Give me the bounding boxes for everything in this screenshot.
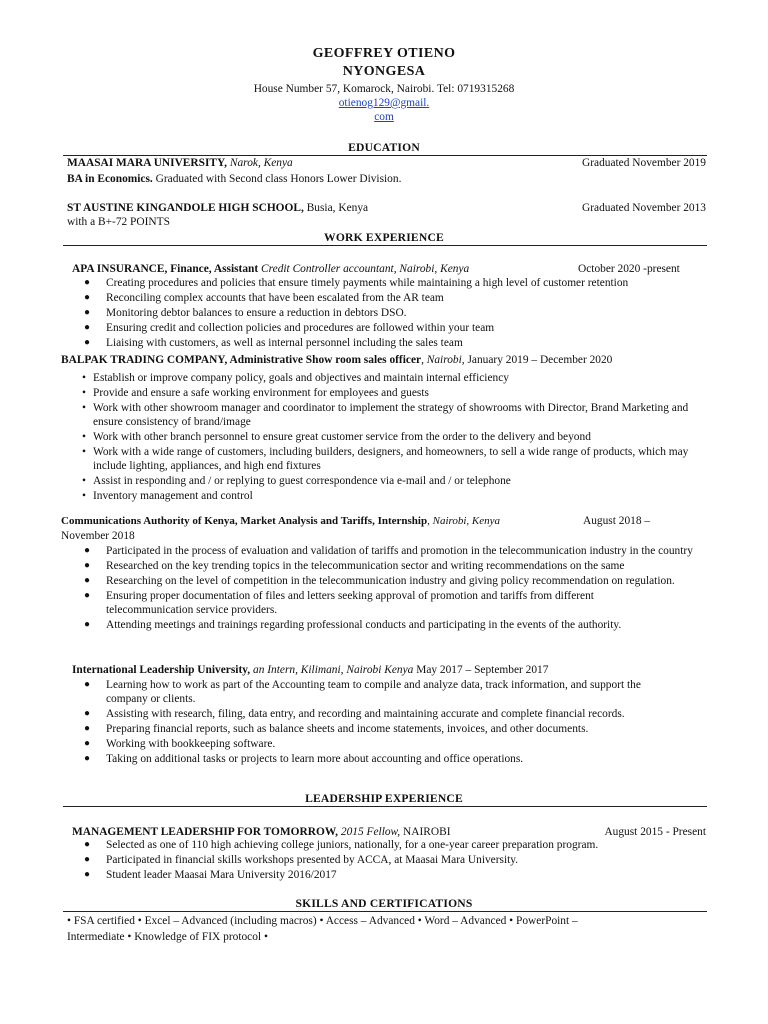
bullet-icon: ● bbox=[84, 545, 91, 556]
list-item: • Establish or improve company policy, goals and objectives and maintain internal efficiency bbox=[82, 372, 509, 384]
mlt-title-role: 2015 Fellow, bbox=[340, 826, 401, 838]
bullet-icon: ● bbox=[84, 337, 91, 348]
balpak-title bbox=[61, 353, 612, 367]
skills-divider bbox=[63, 911, 707, 912]
ca-title bbox=[61, 514, 500, 528]
ca-date-end: November 2018 bbox=[61, 530, 135, 542]
bullet-icon: ● bbox=[84, 723, 91, 734]
list-item: ● Student leader Maasai Mara University 2016/2017 bbox=[84, 869, 337, 881]
degree-title: BA in Economics. bbox=[67, 173, 153, 185]
bullet-icon: ● bbox=[84, 307, 91, 318]
bullet-icon: ● bbox=[84, 708, 91, 719]
list-item: ● Monitoring debtor balances to ensure a reduction in debtors DSO. bbox=[84, 307, 407, 319]
list-item: ● Taking on additional tasks or projects to learn more about accounting and office operations. bbox=[84, 753, 524, 765]
mlt-bullets bbox=[84, 838, 704, 883]
mlt-title-location: NAIROBI bbox=[403, 826, 451, 838]
list-item: • Work with other showroom manager and coordinator to implement the strategy of showrooms with Director, Brand Marketing and ensure consistency of brand/image bbox=[82, 402, 689, 428]
list-item: ● Assisting with research, filing, data entry, and recording and maintaining accurate and complete financial records. bbox=[84, 708, 625, 720]
list-item: • Work with a wide range of customers, including builders, designers, and homeowners, to sell a wide range of products, which may include lighting, appliances, and high end fixtures bbox=[82, 446, 689, 472]
list-item: • Work with other branch personnel to ensure great customer service from the order to the delivery and beyond bbox=[82, 431, 591, 443]
ca-title-location: , Nairobi, Kenya bbox=[427, 515, 501, 527]
skills-line-1: • FSA certified • Excel – Advanced (including macros) • Access – Advanced • Word – Advanced • PowerPoint – bbox=[67, 915, 578, 927]
list-item: ● Working with bookkeeping software. bbox=[84, 738, 276, 750]
bullet-icon: ● bbox=[84, 753, 91, 764]
apa-bullets bbox=[84, 276, 704, 351]
bullet-icon: ● bbox=[84, 560, 91, 571]
balpak-bullets bbox=[82, 371, 702, 504]
bullet-icon: • bbox=[82, 372, 86, 384]
university-location: Narok, Kenya bbox=[229, 157, 293, 169]
ilu-date: May 2017 – September 2017 bbox=[416, 664, 549, 676]
work-heading: WORK EXPERIENCE bbox=[324, 231, 444, 244]
list-item: ● Researched on the key trending topics in the telecommunication sector and writing recommendations on the same bbox=[84, 560, 625, 572]
bullet-icon: ● bbox=[84, 292, 91, 303]
school-line bbox=[67, 201, 368, 215]
bullet-icon: • bbox=[82, 475, 86, 487]
bullet-icon: ● bbox=[84, 679, 91, 690]
university-date: Graduated November 2019 bbox=[582, 157, 706, 169]
name-line-2: NYONGESA bbox=[342, 64, 426, 79]
degree-detail: Graduated with Second class Honors Lower Division. bbox=[155, 173, 402, 185]
list-item: ● Learning how to work as part of the Accounting team to compile and analyze data, track information, and support the company or clients. bbox=[84, 679, 641, 705]
education-heading: EDUCATION bbox=[348, 141, 420, 154]
list-item: ● Ensuring proper documentation of files and letters seeking approval of promotion and tariffs from different telecommunication service providers. bbox=[84, 590, 594, 616]
list-item: ● Participated in the process of evaluation and validation of tariffs and promotion in the telecommunication industry in the country bbox=[84, 545, 693, 557]
apa-title-company: APA INSURANCE, Finance, Assistant bbox=[72, 263, 259, 275]
list-item: ● Ensuring credit and collection policies and procedures are followed within your team bbox=[84, 322, 495, 334]
work-divider bbox=[63, 245, 707, 246]
list-item: • Inventory management and control bbox=[82, 490, 253, 502]
apa-title bbox=[72, 262, 469, 276]
university-name: MAASAI MARA UNIVERSITY, bbox=[67, 157, 228, 169]
list-item: ● Researching on the level of competition in the telecommunication industry and giving policy recommendation on regulation. bbox=[84, 575, 675, 587]
bullet-icon: ● bbox=[84, 839, 91, 850]
bullet-icon: ● bbox=[84, 869, 91, 880]
ca-date-start: August 2018 – bbox=[583, 515, 651, 527]
bullet-icon: • bbox=[82, 387, 86, 399]
mlt-date: August 2015 - Present bbox=[604, 826, 706, 838]
email-link-part2[interactable]: com bbox=[374, 111, 394, 123]
ilu-title bbox=[72, 663, 548, 677]
bullet-icon: ● bbox=[84, 590, 91, 601]
skills-line-2: Intermediate • Knowledge of FIX protocol • bbox=[67, 931, 268, 943]
ilu-bullets bbox=[84, 678, 644, 767]
mlt-title bbox=[72, 825, 451, 839]
list-item: ● Selected as one of 110 high achieving college juniors, nationally, for a one-year career preparation program. bbox=[84, 839, 599, 851]
bullet-icon: • bbox=[82, 446, 86, 458]
leadership-divider bbox=[63, 806, 707, 807]
school-grade: with a B+-72 POINTS bbox=[67, 216, 170, 228]
bullet-icon: • bbox=[82, 402, 86, 414]
leadership-heading: LEADERSHIP EXPERIENCE bbox=[305, 792, 463, 805]
bullet-icon: • bbox=[82, 490, 86, 502]
list-item: ● Liaising with customers, as well as internal personnel including the sales team bbox=[84, 337, 463, 349]
bullet-icon: ● bbox=[84, 619, 91, 630]
balpak-title-company: BALPAK TRADING COMPANY, Administrative Show room sales officer bbox=[61, 354, 422, 366]
email-link-part1[interactable]: otienog129@gmail. bbox=[338, 97, 430, 109]
degree-line bbox=[67, 172, 401, 186]
list-item: ● Reconciling complex accounts that have been escalated from the AR team bbox=[84, 292, 444, 304]
list-item: • Assist in responding and / or replying to guest correspondence via e-mail and / or telephone bbox=[82, 475, 511, 487]
name-line-1: GEOFFREY OTIENO bbox=[312, 46, 456, 61]
list-item: ● Preparing financial reports, such as balance sheets and income statements, invoices, and other documents. bbox=[84, 723, 589, 735]
ilu-title-org: International Leadership University, bbox=[72, 664, 251, 676]
apa-date: October 2020 -present bbox=[578, 263, 680, 275]
bullet-icon: ● bbox=[84, 854, 91, 865]
list-item: • Provide and ensure a safe working environment for employees and guests bbox=[82, 387, 429, 399]
bullet-icon: ● bbox=[84, 575, 91, 586]
bullet-icon: • bbox=[82, 431, 86, 443]
ilu-title-role: an Intern, Kilimani, Nairobi Kenya bbox=[253, 664, 414, 676]
ca-title-org: Communications Authority of Kenya, Market Analysis and Tariffs, Internship bbox=[61, 515, 428, 527]
mlt-title-program: MANAGEMENT LEADERSHIP FOR TOMORROW, bbox=[72, 826, 339, 838]
skills-heading: SKILLS AND CERTIFICATIONS bbox=[295, 897, 473, 910]
address-line: House Number 57, Komarock, Nairobi. Tel: 0719315268 bbox=[253, 83, 515, 95]
bullet-icon: ● bbox=[84, 277, 91, 288]
ca-bullets bbox=[84, 544, 712, 633]
apa-title-role: Credit Controller accountant, Nairobi, Kenya bbox=[261, 263, 470, 275]
school-date: Graduated November 2013 bbox=[582, 202, 706, 214]
bullet-icon: ● bbox=[84, 322, 91, 333]
list-item: ● Participated in financial skills workshops presented by ACCA, at Maasai Mara University. bbox=[84, 854, 519, 866]
balpak-title-location: , Nairobi, bbox=[421, 354, 465, 366]
list-item: ● Creating procedures and policies that ensure timely payments while maintaining a high level of customer retention bbox=[84, 277, 629, 289]
balpak-date: January 2019 – December 2020 bbox=[467, 354, 613, 366]
bullet-icon: ● bbox=[84, 738, 91, 749]
university-line bbox=[67, 156, 293, 170]
list-item: ● Attending meetings and trainings regarding professional conducts and participating in the events of the authority. bbox=[84, 619, 622, 631]
school-location: Busia, Kenya bbox=[306, 202, 369, 214]
school-name: ST AUSTINE KINGANDOLE HIGH SCHOOL, bbox=[67, 202, 304, 214]
